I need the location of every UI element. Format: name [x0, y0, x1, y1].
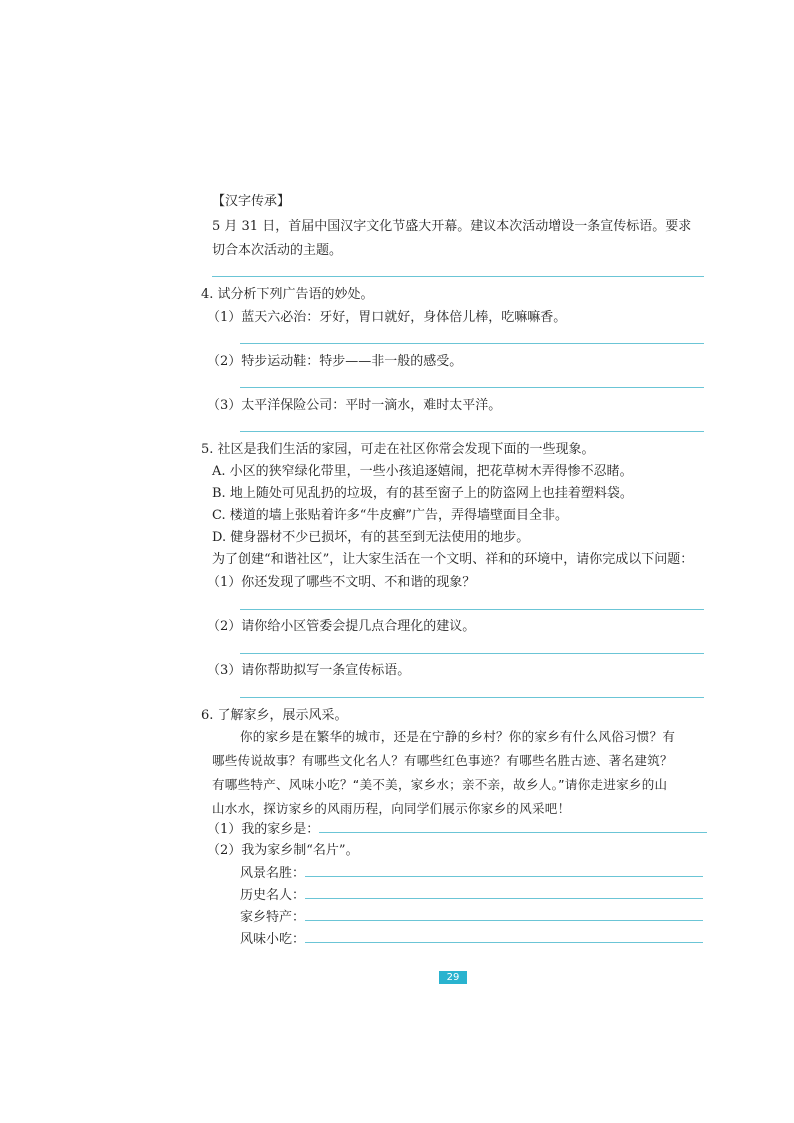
- answer-line[interactable]: [240, 697, 704, 698]
- section-text-line: 5 月 31 日，首届中国汉字文化节盛大开幕。建议本次活动增设一条宣传标语。要求: [212, 219, 692, 234]
- section-heading: 【汉字传承】: [212, 194, 291, 209]
- question-title: 6. 了解家乡，展示风采。: [201, 708, 348, 723]
- question-item: （1）你还发现了哪些不文明、不和谐的现象？: [207, 575, 476, 590]
- question-item: （2）特步运动鞋：特步——非一般的感受。: [207, 354, 463, 369]
- card-field-label: 风味小吃：: [240, 932, 306, 947]
- answer-line[interactable]: [240, 343, 704, 344]
- question-item-label: （1）我的家乡是：: [207, 822, 320, 837]
- card-field-label: 家乡特产：: [240, 910, 306, 925]
- answer-line[interactable]: [212, 276, 704, 277]
- option-item: B. 地上随处可见乱扔的垃圾，有的甚至窗子上的防盗网上也挂着塑料袋。: [212, 486, 633, 501]
- passage-line: 你的家乡是在繁华的城市，还是在宁静的乡村？你的家乡有什么风俗习惯？有: [240, 729, 676, 744]
- answer-line[interactable]: [240, 609, 704, 610]
- card-fill[interactable]: [305, 886, 703, 899]
- card-fill[interactable]: [305, 864, 703, 877]
- question-title: 4. 试分析下列广告语的妙处。: [201, 287, 374, 302]
- card-field: [240, 930, 703, 949]
- card-fill[interactable]: [305, 930, 703, 943]
- card-field-label: 历史名人：: [240, 888, 306, 903]
- question-title: 5. 社区是我们生活的家园，可走在社区你常会发现下面的一些现象。: [201, 442, 595, 457]
- option-item: A. 小区的狭窄绿化带里，一些小孩追逐嬉闹，把花草树木弄得惨不忍睹。: [212, 464, 633, 479]
- answer-line[interactable]: [240, 387, 704, 388]
- page-number: 29: [439, 971, 467, 984]
- passage-line: 山水水，探访家乡的风雨历程，向同学们展示你家乡的风采吧！: [212, 801, 571, 816]
- card-field: [240, 886, 703, 905]
- section-text-line: 切合本次活动的主题。: [212, 243, 343, 258]
- answer-line[interactable]: [240, 431, 704, 432]
- question-item: （1）蓝天六必治：牙好，胃口就好，身体倍儿棒，吃嘛嘛香。: [207, 310, 567, 325]
- question-intro: 为了创建“和谐社区”，让大家生活在一个文明、祥和的环境中，请你完成以下问题：: [212, 552, 694, 567]
- question-item: [207, 820, 707, 839]
- card-field: [240, 864, 703, 883]
- question-item: （3）太平洋保险公司：平时一滴水，难时太平洋。: [207, 398, 502, 413]
- passage-line: 有哪些特产、风味小吃？“美不美，家乡水；亲不亲，故乡人。”请你走进家乡的山: [212, 777, 668, 792]
- option-item: C. 楼道的墙上张贴着许多“牛皮癣”广告，弄得墙壁面目全非。: [212, 508, 569, 523]
- question-item: （2）请你给小区管委会提几点合理化的建议。: [207, 619, 476, 634]
- question-item: （2）我为家乡制“名片”。: [207, 843, 359, 858]
- answer-line[interactable]: [240, 653, 704, 654]
- card-fill[interactable]: [305, 908, 703, 921]
- passage-line: 哪些传说故事？有哪些文化名人？有哪些红色事迹？有哪些名胜古迹、著名建筑？: [212, 753, 673, 768]
- question-item: （3）请你帮助拟写一条宣传标语。: [207, 663, 411, 678]
- card-field: [240, 908, 703, 927]
- option-item: D. 健身器材不少已损坏，有的甚至到无法使用的地步。: [212, 530, 530, 545]
- card-field-label: 风景名胜：: [240, 866, 306, 881]
- hometown-fill[interactable]: [319, 820, 707, 833]
